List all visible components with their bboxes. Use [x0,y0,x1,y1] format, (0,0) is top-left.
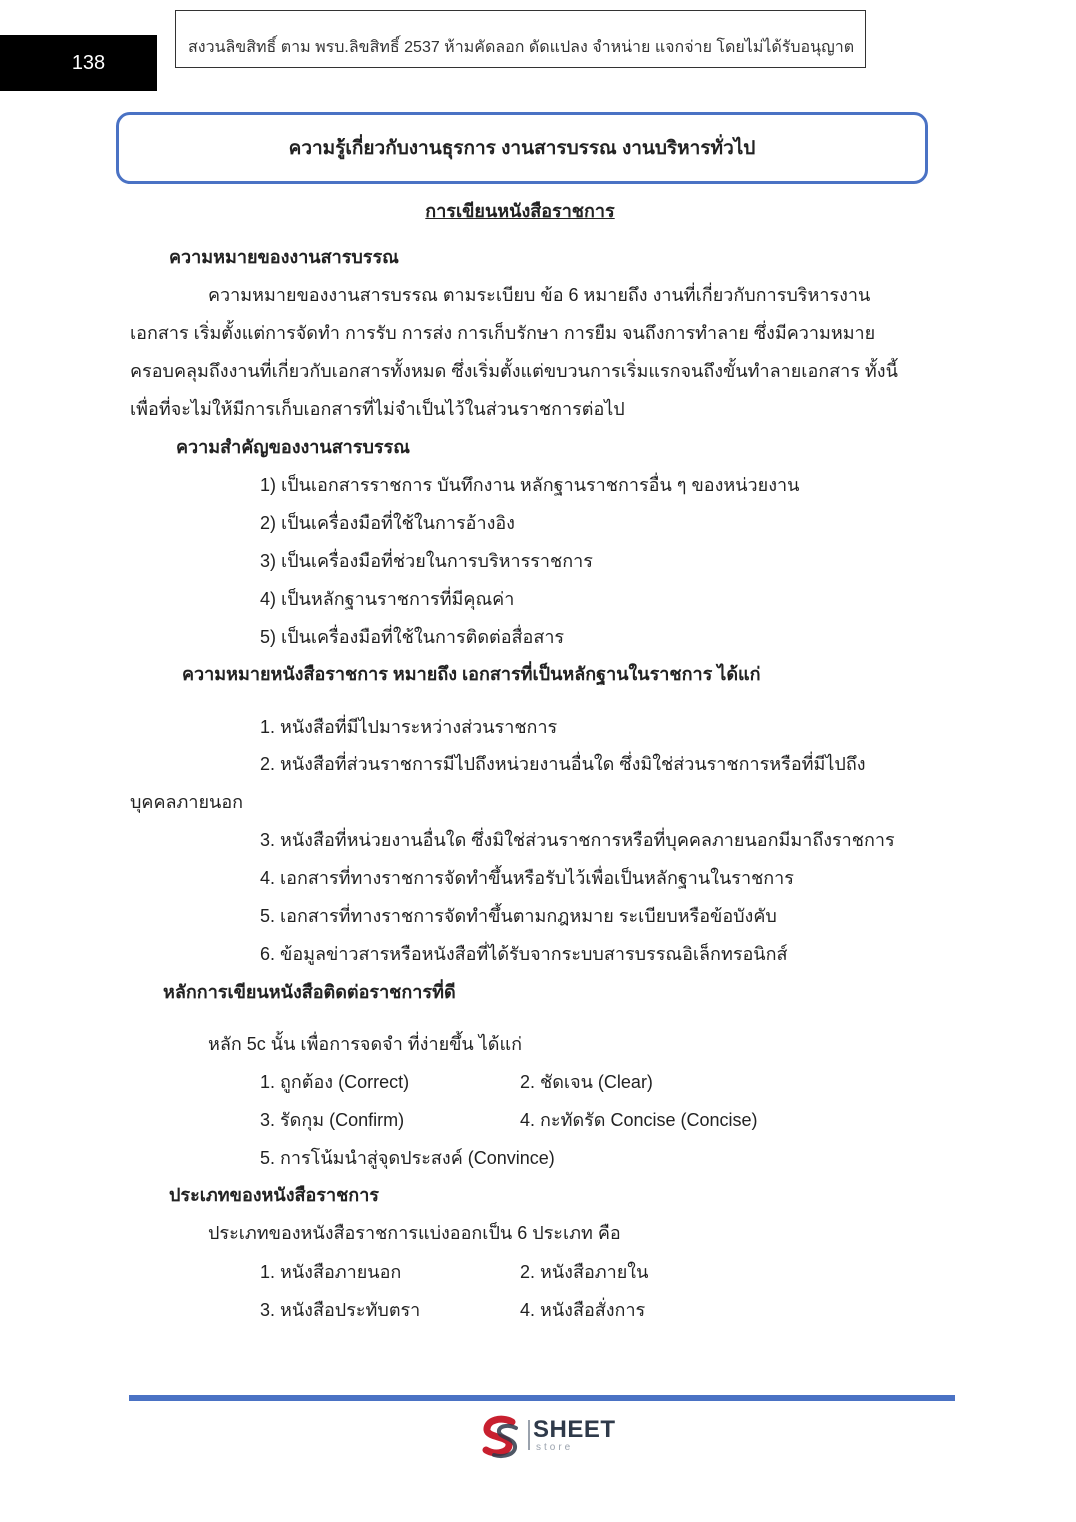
intro-line: ประเภทของหนังสือราชการแบ่งออกเป็น 6 ประเภท คือ [208,1223,621,1243]
sheet-logo-icon [478,1414,524,1460]
paragraph-line: เพื่อที่จะไม่ให้มีการเก็บเอกสารที่ไม่จำเป็นไว้ในส่วนราชการต่อไป [130,399,625,419]
heading-meaning-records: ความหมายของงานสารบรรณ [169,247,399,267]
list-item: 3. รัดกุม (Confirm) [260,1110,405,1130]
list-item: 4) เป็นหลักฐานราชการที่มีคุณค่า [260,589,515,609]
list-item: 3. หนังสือประทับตรา [260,1300,421,1320]
title-box [116,112,928,184]
list-item: 3) เป็นเครื่องมือที่ช่วยในการบริหารราชการ [260,551,593,571]
list-item: 2. หนังสือที่ส่วนราชการมีไปถึงหน่วยงานอื่นใด ซึ่งมิใช่ส่วนราชการหรือที่มีไปถึง [260,754,866,774]
list-item-continuation: บุคคลภายนอก [130,792,244,812]
copyright-notice: สงวนลิขสิทธิ์ ตาม พรบ.ลิขสิทธิ์ 2537 ห้ามคัดลอก ดัดแปลง จำหน่าย แจกจ่าย โดยไม่ได้รับอนุญาต [175,10,866,68]
list-item: 4. หนังสือสั่งการ [520,1300,646,1320]
list-item: 5. เอกสารที่ทางราชการจัดทำขึ้นตามกฎหมาย ระเบียบหรือข้อบังคับ [260,906,777,926]
logo-divider [528,1420,530,1450]
intro-line: หลัก 5c นั้น เพื่อการจดจำ ที่ง่ายขึ้น ได้แก่ [208,1034,522,1054]
heading-writing-principles: หลักการเขียนหนังสือติดต่อราชการที่ดี [163,982,456,1002]
paragraph-line: ครอบคลุมถึงงานที่เกี่ยวกับเอกสารทั้งหมด ซึ่งเริ่มตั้งแต่ขบวนการเริ่มแรกจนถึงขั้นทำลายเอกสาร ทั้งนี้ [130,361,898,381]
list-item: 6. ข้อมูลข่าวสารหรือหนังสือที่ได้รับจากระบบสารบรรณอิเล็กทรอนิกส์ [260,944,788,964]
page-title: ความรู้เกี่ยวกับงานธุรการ งานสารบรรณ งานบริหารทั่วไป [288,138,756,159]
list-item: 2. หนังสือภายใน [520,1262,649,1282]
paragraph-line: เอกสาร เริ่มตั้งแต่การจัดทำ การรับ การส่ง การเก็บรักษา การยืม จนถึงการทำลาย ซึ่งมีความหมาย [130,323,876,343]
list-item: 1) เป็นเอกสารราชการ บันทึกงาน หลักฐานราชการอื่น ๆ ของหน่วยงาน [260,475,800,495]
section-subtitle: การเขียนหนังสือราชการ [425,201,615,221]
list-item: 5) เป็นเครื่องมือที่ใช้ในการติดต่อสื่อสาร [260,627,565,647]
page-number: 138 [0,35,157,91]
logo-brand: SHEET [533,1416,616,1443]
list-item: 2) เป็นเครื่องมือที่ใช้ในการอ้างอิง [260,513,515,533]
footer-divider [129,1395,955,1401]
logo-brand-sub: store [536,1442,574,1453]
list-item: 1. หนังสือภายนอก [260,1262,402,1282]
list-item: 3. หนังสือที่หน่วยงานอื่นใด ซึ่งมิใช่ส่วนราชการหรือที่บุคคลภายนอกมีมาถึงราชการ [260,830,895,850]
list-item: 2. ชัดเจน (Clear) [520,1072,653,1092]
list-item: 5. การโน้มนำสู่จุดประสงค์ (Convince) [260,1148,555,1168]
sheet-store-logo [478,1412,628,1460]
list-item: 4. เอกสารที่ทางราชการจัดทำขึ้นหรือรับไว้เพื่อเป็นหลักฐานในราชการ [260,868,794,888]
paragraph-line: ความหมายของงานสารบรรณ ตามระเบียบ ข้อ 6 หมายถึง งานที่เกี่ยวกับการบริหารงาน [208,285,871,305]
heading-importance: ความสำคัญของงานสารบรรณ [176,437,410,457]
list-item: 1. หนังสือที่มีไปมาระหว่างส่วนราชการ [260,717,558,737]
heading-letter-types: ประเภทของหนังสือราชการ [169,1185,379,1205]
list-item: 1. ถูกต้อง (Correct) [260,1072,410,1092]
list-item: 4. กะทัดรัด Concise (Concise) [520,1110,758,1130]
heading-official-letter-meaning: ความหมายหนังสือราชการ หมายถึง เอกสารที่เป็นหลักฐานในราชการ ได้แก่ [182,664,761,684]
